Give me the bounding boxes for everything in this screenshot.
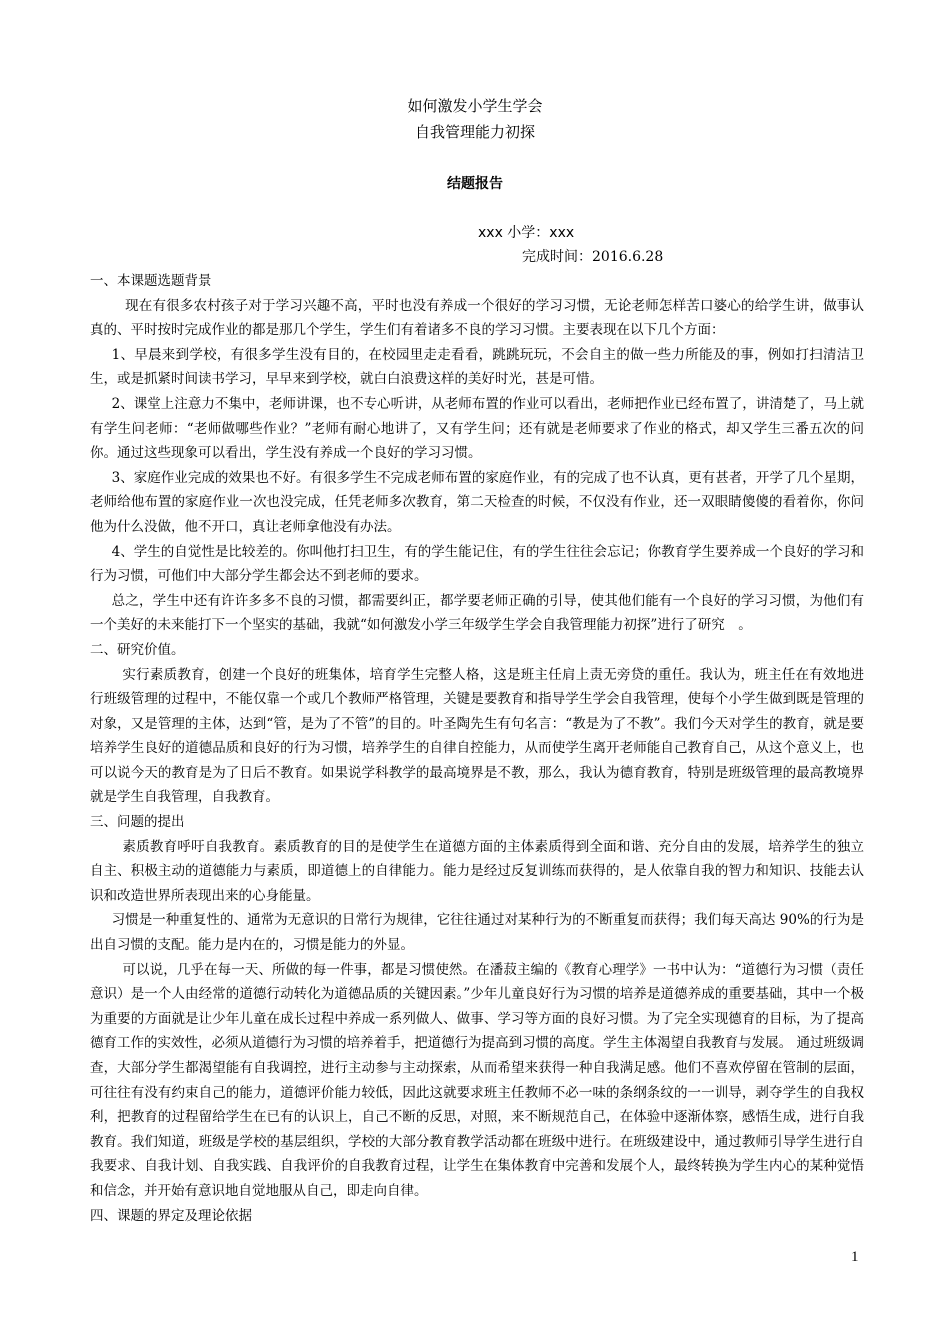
list-item: 2、课堂上注意力不集中，老师讲课，也不专心听讲，从老师布置的作业可以看出，老师把作业已经布置了，讲清楚了，马上就有学生问老师：“老师做哪些作业？”老师有耐心地讲了，又有学生问；还有就是老师要求了作业的格式，却又学生三番五次的问你。通过这些现象可以看出，学生没有养成一个良好的学习习惯。 — [90, 395, 864, 462]
page-number: 1 — [851, 1249, 859, 1265]
list-item: 1、早晨来到学校，有很多学生没有目的，在校园里走走看看，跳跳玩玩，不会自主的做一些力所能及的事，例如打扫清洁卫生，或是抓紧时间读书学习，早早来到学校，就白白浪费这样的美好时光，甚是可惜。 — [90, 346, 864, 388]
paragraph: 现在有很多农村孩子对于学习兴趣不高，平时也没有养成一个很好的学习习惯，无论老师怎样苦口婆心的给学生讲，做事认真的、平时按时完成作业的都是那几个学生，学生们有着诸多不良的学习习惯。主要表现在以下几个方面： — [90, 297, 864, 339]
document-body — [90, 269, 864, 1228]
list-item: 4、学生的自觉性是比较差的。你叫他打扫卫生，有的学生能记住，有的学生往往会忘记；你教育学生要养成一个良好的学习和行为习惯，可他们中大部分学生都会达不到老师的要求。 — [90, 543, 864, 585]
paragraph: 总之，学生中还有许许多多不良的习惯，都需要纠正，都学要老师正确的引导，使其他们能有一个良好的学习习惯，为他们有一个美好的未来能打下一个坚实的基础，我就“如何激发小学三年级学生学会自我管理能力初探”进行了研究 。 — [90, 592, 864, 634]
section-heading-definition: 四、课题的界定及理论依据 — [90, 1207, 252, 1224]
section-heading-problem: 三、问题的提出 — [90, 814, 185, 831]
paragraph: 实行素质教育，创建一个良好的班集体，培育学生完整人格，这是班主任肩上责无旁贷的重任。我认为，班主任在有效地进行班级管理的过程中，不能仅靠一个或几个教师严格管理，关键是要教育和指导学生学会自我管理，使每个小学生做到既是管理的对象，又是管理的主体，达到“管，是为了不管”的目的。叶圣陶先生有句名言：“教是为了不教”。我们今天对学生的教育，就是要培养学生良好的道德品质和良好的行为习惯，培养学生的自律自控能力，从而使学生离开老师能自己教育自己，从这个意义上，也可以说今天的教育是为了日后不教育。如果说学科教学的最高境界是不教，那么，我认为德育教育，特别是班级管理的最高教境界就是学生自我管理，自我教育。 — [90, 666, 864, 806]
paragraph: 可以说，几乎在每一天、所做的每一件事，都是习惯使然。在潘菽主编的《教育心理学》一书中认为：“道德行为习惯（责任意识）是一个人由经常的道德行动转化为道德品质的关键因素。”少年儿童良好行为习惯的培养是道德养成的重要基础，其中一个极为重要的方面就是让少年儿童在成长过程中养成一系列做人、做事、学习等方面的良好习惯。为了完全实现德育的目标，为了提高德育工作的实效性，必须从道德行为习惯的培养着手，把道德行为提高到习惯的高度。学生主体渴望自我教育与发展。 通过班级调查，大部分学生都渴望能有自我调控，进行主动参与主动探索，从而希望来获得一种自我满足感。他们不喜欢停留在管制的层面，可往往有没有约束自己的能力，道德评价能力较低，因此这就要求班主任教师不必一味的条纲条纹的一一训导，剥夺学生的自我权利，把教育的过程留给学生在已有的认识上，自己不断的反思，对照，来不断规范自己，在体验中逐渐体察，感悟生成，进行自我教育。我们知道，班级是学校的基层组织，学校的大部分教育教学活动都在班级中进行。在班级建设中，通过教师引导学生进行自我要求、自我计划、自我实践、自我评价的自我教育过程，让学生在集体教育中完善和发展个人，最终转换为学生内心的某种觉悟和信念，并开始有意识地自觉地服从自己，即走向自律。 — [90, 961, 864, 1199]
list-item: 3、家庭作业完成的效果也不好。有很多学生不完成老师布置的家庭作业，有的完成了也不认真，更有甚者，开学了几个星期，老师给他布置的家庭作业一次也没完成，任凭老师多次教育，第二天检查的时候，不仅没有作业，还一双眼睛傻傻的看着你，你问他为什么没做，他不开口，真让老师拿他没有办法。 — [90, 469, 864, 535]
completion-date: 完成时间：2016.6.28 — [522, 249, 664, 265]
section-heading-background: 一、本课题选题背景 — [90, 273, 212, 289]
paragraph: 习惯是一种重复性的、通常为无意识的日常行为规律，它往往通过对某种行为的不断重复而获得；我们每天高达 90%的行为是出自习惯的支配。能力是内在的，习惯是能力的外显。 — [90, 912, 864, 954]
title-line-2: 自我管理能力初探 — [414, 123, 535, 141]
title-line-1: 如何激发小学生学会 — [407, 97, 543, 115]
author-line: xxx 小学：xxx — [478, 225, 575, 241]
section-heading-value: 二、研究价值。 — [90, 641, 185, 658]
paragraph: 素质教育呼吁自我教育。素质教育的目的是使学生在道德方面的主体素质得到全面和谐、充分自由的发展，培养学生的独立自主、积极主动的道德能力与素质，即道德上的自律能力。能力是经过反复训练而获得的，是人依靠自我的智力和知识、技能去认识和改造世界所表现出来的心身能量。 — [90, 838, 864, 904]
report-subtitle: 结题报告 — [447, 176, 503, 192]
